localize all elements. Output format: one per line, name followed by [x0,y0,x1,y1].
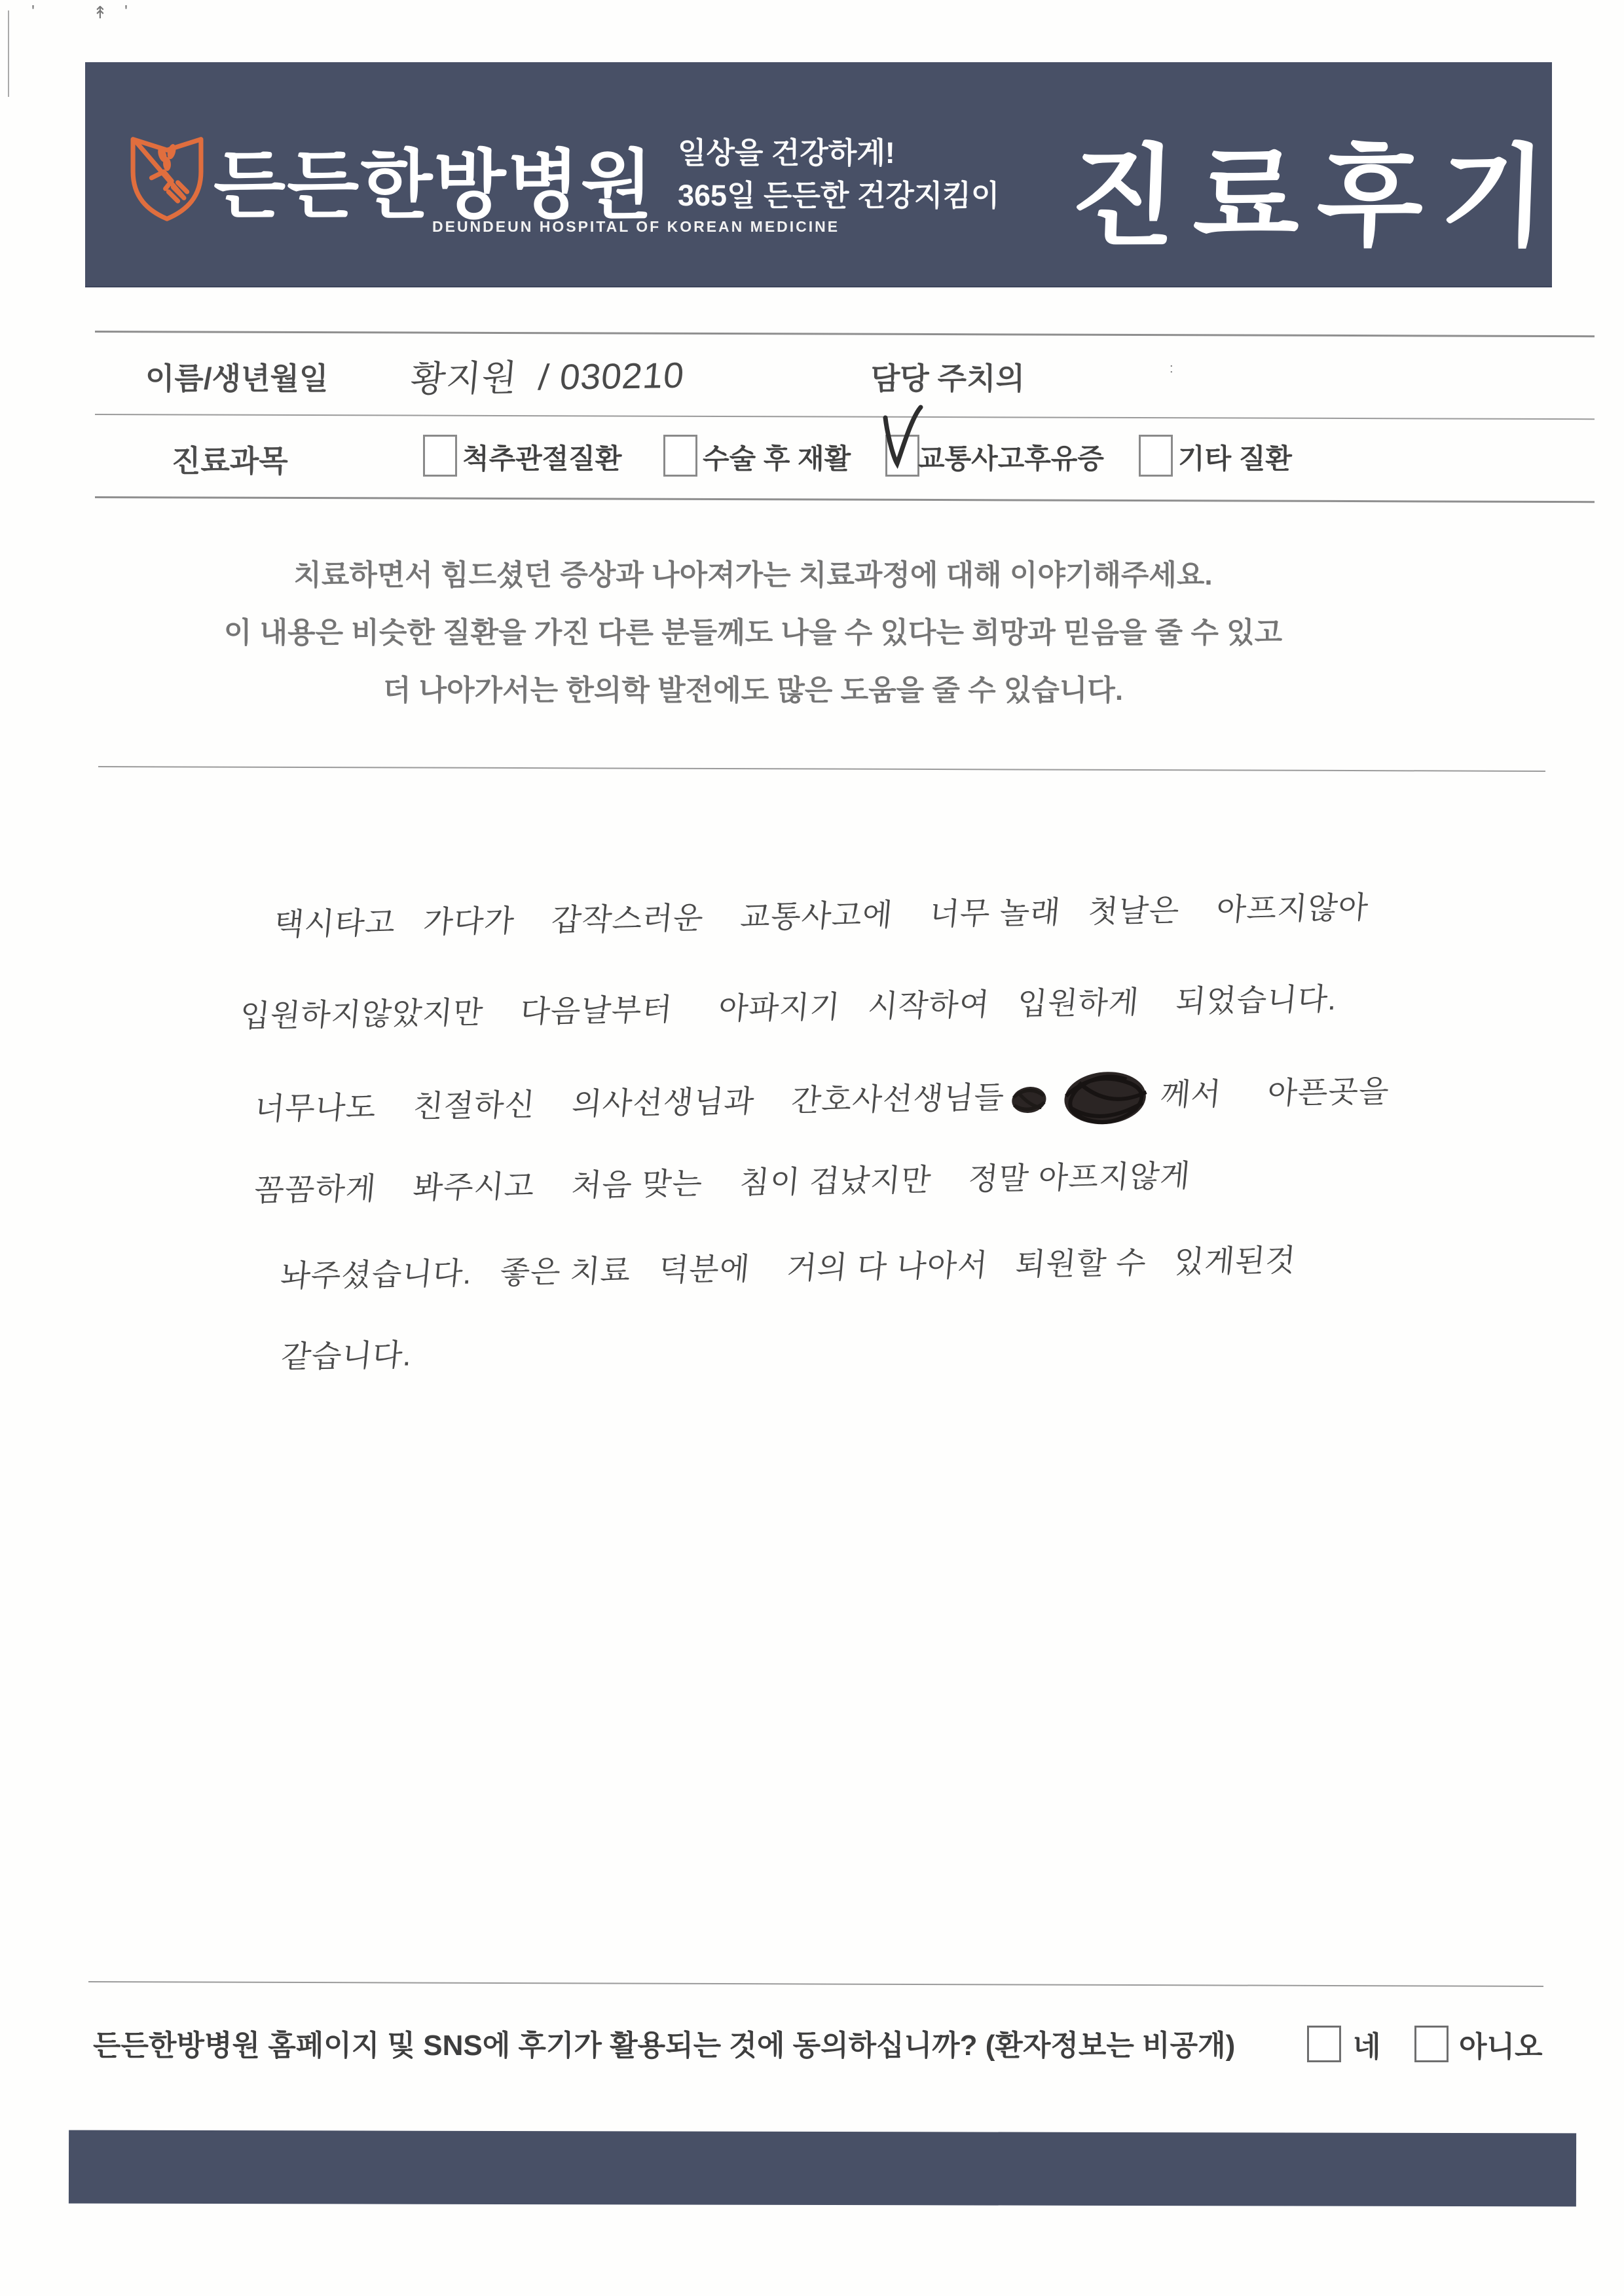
checkbox-spine-joint [423,435,457,477]
redaction-scribble-small [1006,1080,1052,1119]
consent-no-label: 아니오 [1459,2031,1543,2063]
consent-yes-checkbox [1307,2026,1341,2062]
hospital-name-english: DEUNDEUN HOSPITAL OF KOREAN MEDICINE [432,218,840,235]
scan-artifact: ' [124,1,128,21]
review-line1: 택시타고 가다가 갑작스러운 교통사고에 너무 놀래 첫날은 아프지않아 [272,889,1371,942]
header-band [85,62,1566,286]
hospital-name: 든든한방병원 [213,144,654,227]
instructions-line3: 더 나아가서는 한의학 발전에도 많은 도움을 줄 수 있습니다. [382,674,1124,706]
review-line6: 같습니다. [280,1337,414,1374]
tagline-line1: 일상을 건강하게! [678,136,895,170]
name-birth-handwritten-value: 황지원 / 030210 [409,354,686,400]
checkbox-label: 교통사고후유증 [918,443,1105,474]
checkbox-label: 수술 후 재활 [703,443,851,474]
page-title: 진료후기 [1068,136,1566,259]
instructions-text [124,547,1382,720]
name-birth-label: 이름/생년월일 [145,361,329,395]
consent-question: 든든한방병원 홈페이지 및 SNS에 후기가 활용되는 것에 동의하십니까? (환자정보는 비공개) [93,2030,1236,2062]
divider [95,414,1595,420]
review-line3-before: 너무나도 친절하신 의사선생님과 간호사선생님들 [253,1080,1006,1127]
tagline-line2: 365일 든든한 건강지킴이 [678,179,1000,213]
review-line3 [251,1062,1392,1142]
subject-label: 진료과목 [172,444,288,478]
redaction-scribble-large [1055,1066,1159,1130]
review-line5: 놔주셨습니다. 좋은 치료 덕분에 거의 다 나아서 퇴원할 수 있게된것 [279,1242,1298,1294]
hospital-tagline [678,132,999,217]
divider [95,331,1595,337]
checkbox-label: 척추관절질환 [462,443,622,474]
scan-artifact [8,10,9,97]
instructions-line1: 치료하면서 힘드셨던 증상과 나아져가는 치료과정에 대해 이야기해주세요. [293,559,1213,591]
review-line2: 입원하지않았지만 다음날부터 아파지기 시작하여 입원하게 되었습니다. [238,981,1339,1034]
hospital-logo-shield-icon [128,126,206,223]
review-line3-after: 께서 아픈곳을 [1158,1073,1391,1112]
doctor-label: 담당 주치의 [871,361,1025,395]
footer-band [69,2130,1576,2207]
divider [95,496,1595,503]
checkbox-label: 기타 질환 [1178,443,1292,474]
checkbox-other-disease [1139,435,1173,477]
scan-artifact: ' [31,1,35,21]
consent-yes-label: 네 [1353,2031,1381,2063]
divider [88,1981,1543,1987]
checkbox-post-surgery-rehab [663,435,697,477]
scan-artifact: : [1170,361,1173,376]
consent-no-checkbox [1414,2026,1449,2062]
instructions-line2: 이 내용은 비슷한 질환을 가진 다른 분들께도 나을 수 있다는 희망과 믿음을 줄 수 있고 [223,617,1283,649]
scan-artifact: ↟ [93,3,107,22]
review-line4: 꼼꼼하게 봐주시고 처음 맞는 침이 겁났지만 정말 아프지않게 [253,1157,1192,1208]
divider [98,766,1545,772]
